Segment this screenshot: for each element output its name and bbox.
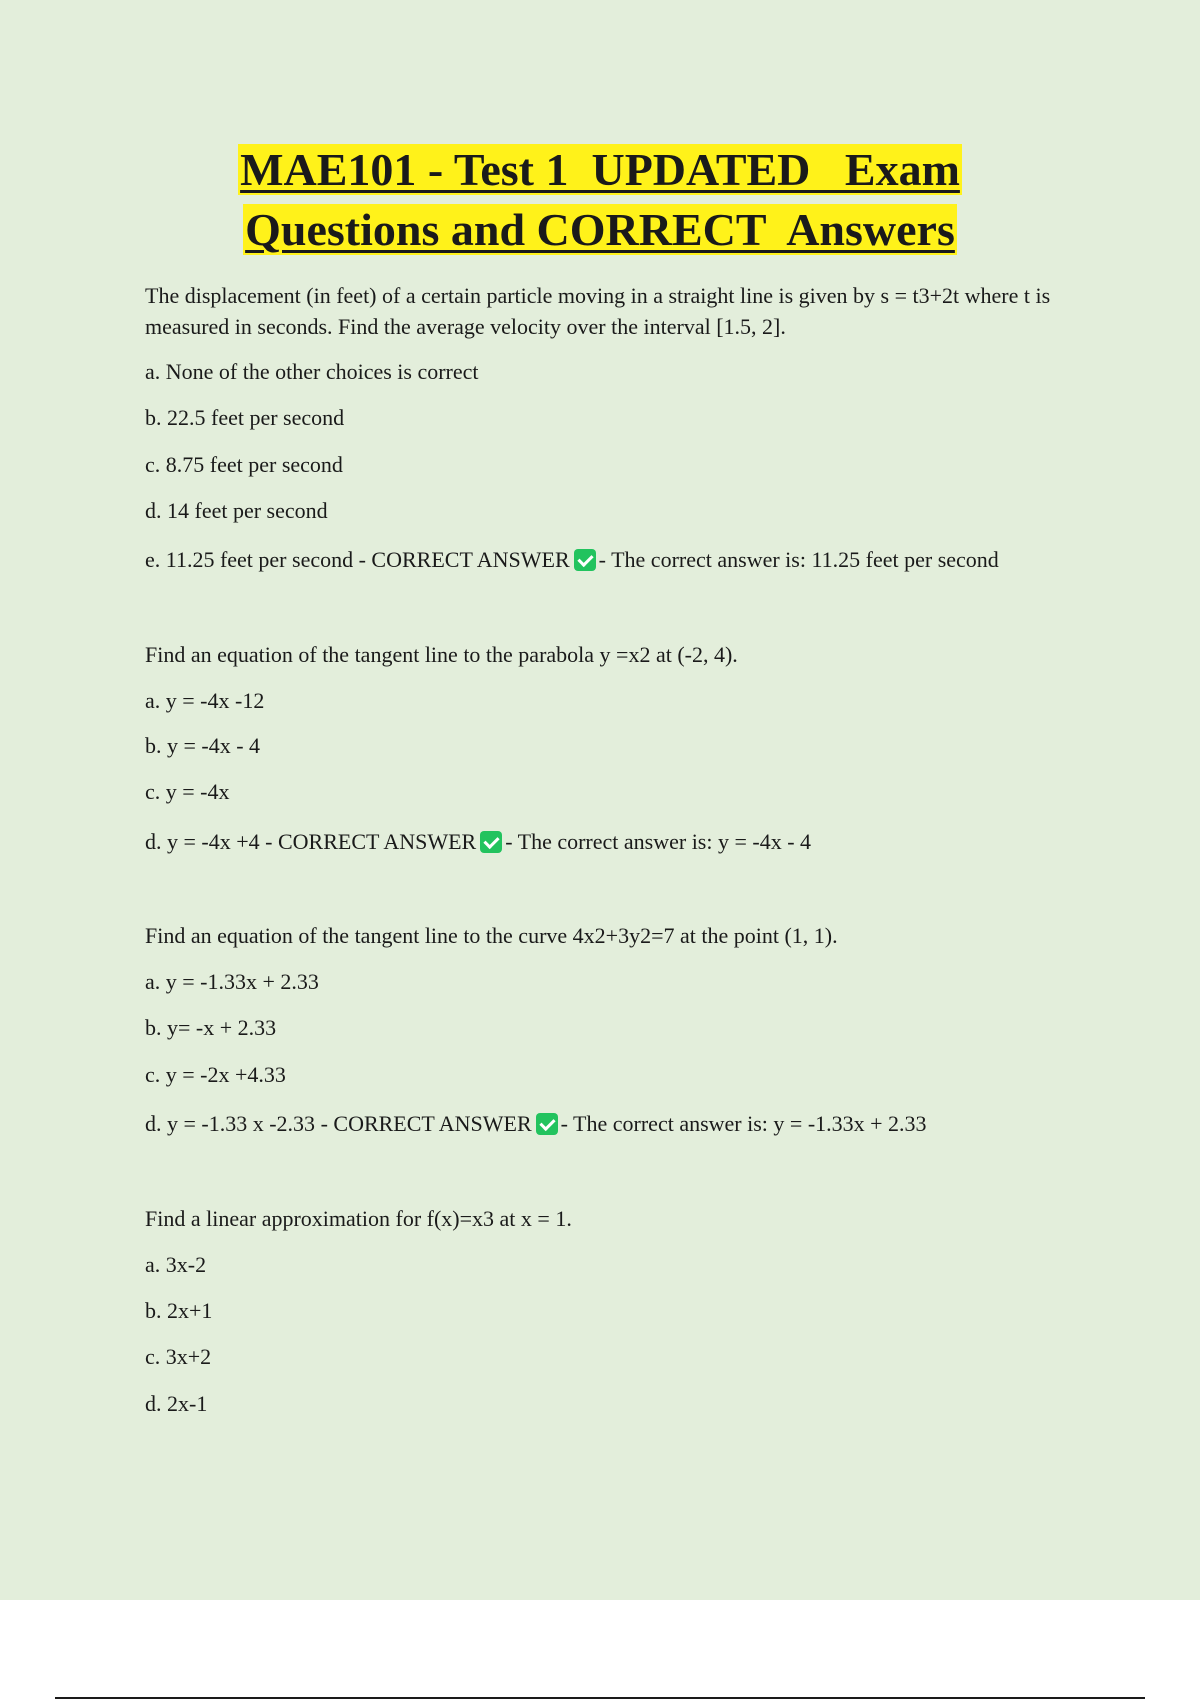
question-4-prompt: Find a linear approximation for f(x)=x3 at x = 1. <box>145 1206 572 1231</box>
question-4-option-a: a. 3x-2 <box>145 1252 207 1277</box>
question-3-explanation: - The correct answer is: y = -1.33x + 2.33 <box>560 1111 927 1136</box>
question-1-option-c: c. 8.75 feet per second <box>145 452 343 477</box>
question-4-option-b: b. 2x+1 <box>145 1298 213 1323</box>
check-mark-icon <box>480 831 502 853</box>
title-line-1: MAE101 - Test 1 UPDATED Exam <box>240 144 960 195</box>
question-3-prompt: Find an equation of the tangent line to the curve 4x2+3y2=7 at the point (1, 1). <box>145 923 838 948</box>
document-title <box>0 140 1200 260</box>
question-2-option-d: d. y = -4x +4 <box>145 829 260 854</box>
question-1-option-a: a. None of the other choices is correct <box>145 359 479 384</box>
question-2-option-b: b. y = -4x - 4 <box>145 733 261 758</box>
question-2-option-d-answer <box>145 827 811 857</box>
correct-answer-label: - CORRECT ANSWER <box>265 829 477 854</box>
question-4-option-d: d. 2x-1 <box>145 1391 208 1416</box>
question-1-explanation: - The correct answer is: 11.25 feet per second <box>598 547 999 572</box>
question-2-option-c: c. y = -4x <box>145 779 230 804</box>
question-4-option-c: c. 3x+2 <box>145 1344 212 1369</box>
question-3-option-b: b. y= -x + 2.33 <box>145 1015 277 1040</box>
title-line-2: Questions and CORRECT Answers <box>245 204 955 255</box>
question-2-explanation: - The correct answer is: y = -4x - 4 <box>505 829 812 854</box>
question-3-option-c: c. y = -2x +4.33 <box>145 1062 286 1087</box>
question-1-option-e: e. 11.25 feet per second <box>145 547 354 572</box>
correct-answer-label: - CORRECT ANSWER <box>320 1111 532 1136</box>
question-3-option-d: d. y = -1.33 x -2.33 <box>145 1111 316 1136</box>
check-mark-icon <box>536 1113 558 1135</box>
correct-answer-label: - CORRECT ANSWER <box>358 547 570 572</box>
question-3-option-d-answer <box>145 1109 927 1139</box>
question-1-option-e-answer <box>145 545 999 575</box>
question-2-prompt: Find an equation of the tangent line to the parabola y =x2 at (-2, 4). <box>145 642 738 667</box>
question-1-option-d: d. 14 feet per second <box>145 498 328 523</box>
question-2-option-a: a. y = -4x -12 <box>145 688 265 713</box>
question-1-prompt: The displacement (in feet) of a certain particle moving in a straight line is given by s = t3+2t where t is measured in seconds. Find the average velocity over the interval [1.5, 2]. <box>145 283 1051 339</box>
check-mark-icon <box>574 549 596 571</box>
question-1-option-b: b. 22.5 feet per second <box>145 405 345 430</box>
footer-divider <box>55 1697 1145 1699</box>
question-3-option-a: a. y = -1.33x + 2.33 <box>145 969 319 994</box>
